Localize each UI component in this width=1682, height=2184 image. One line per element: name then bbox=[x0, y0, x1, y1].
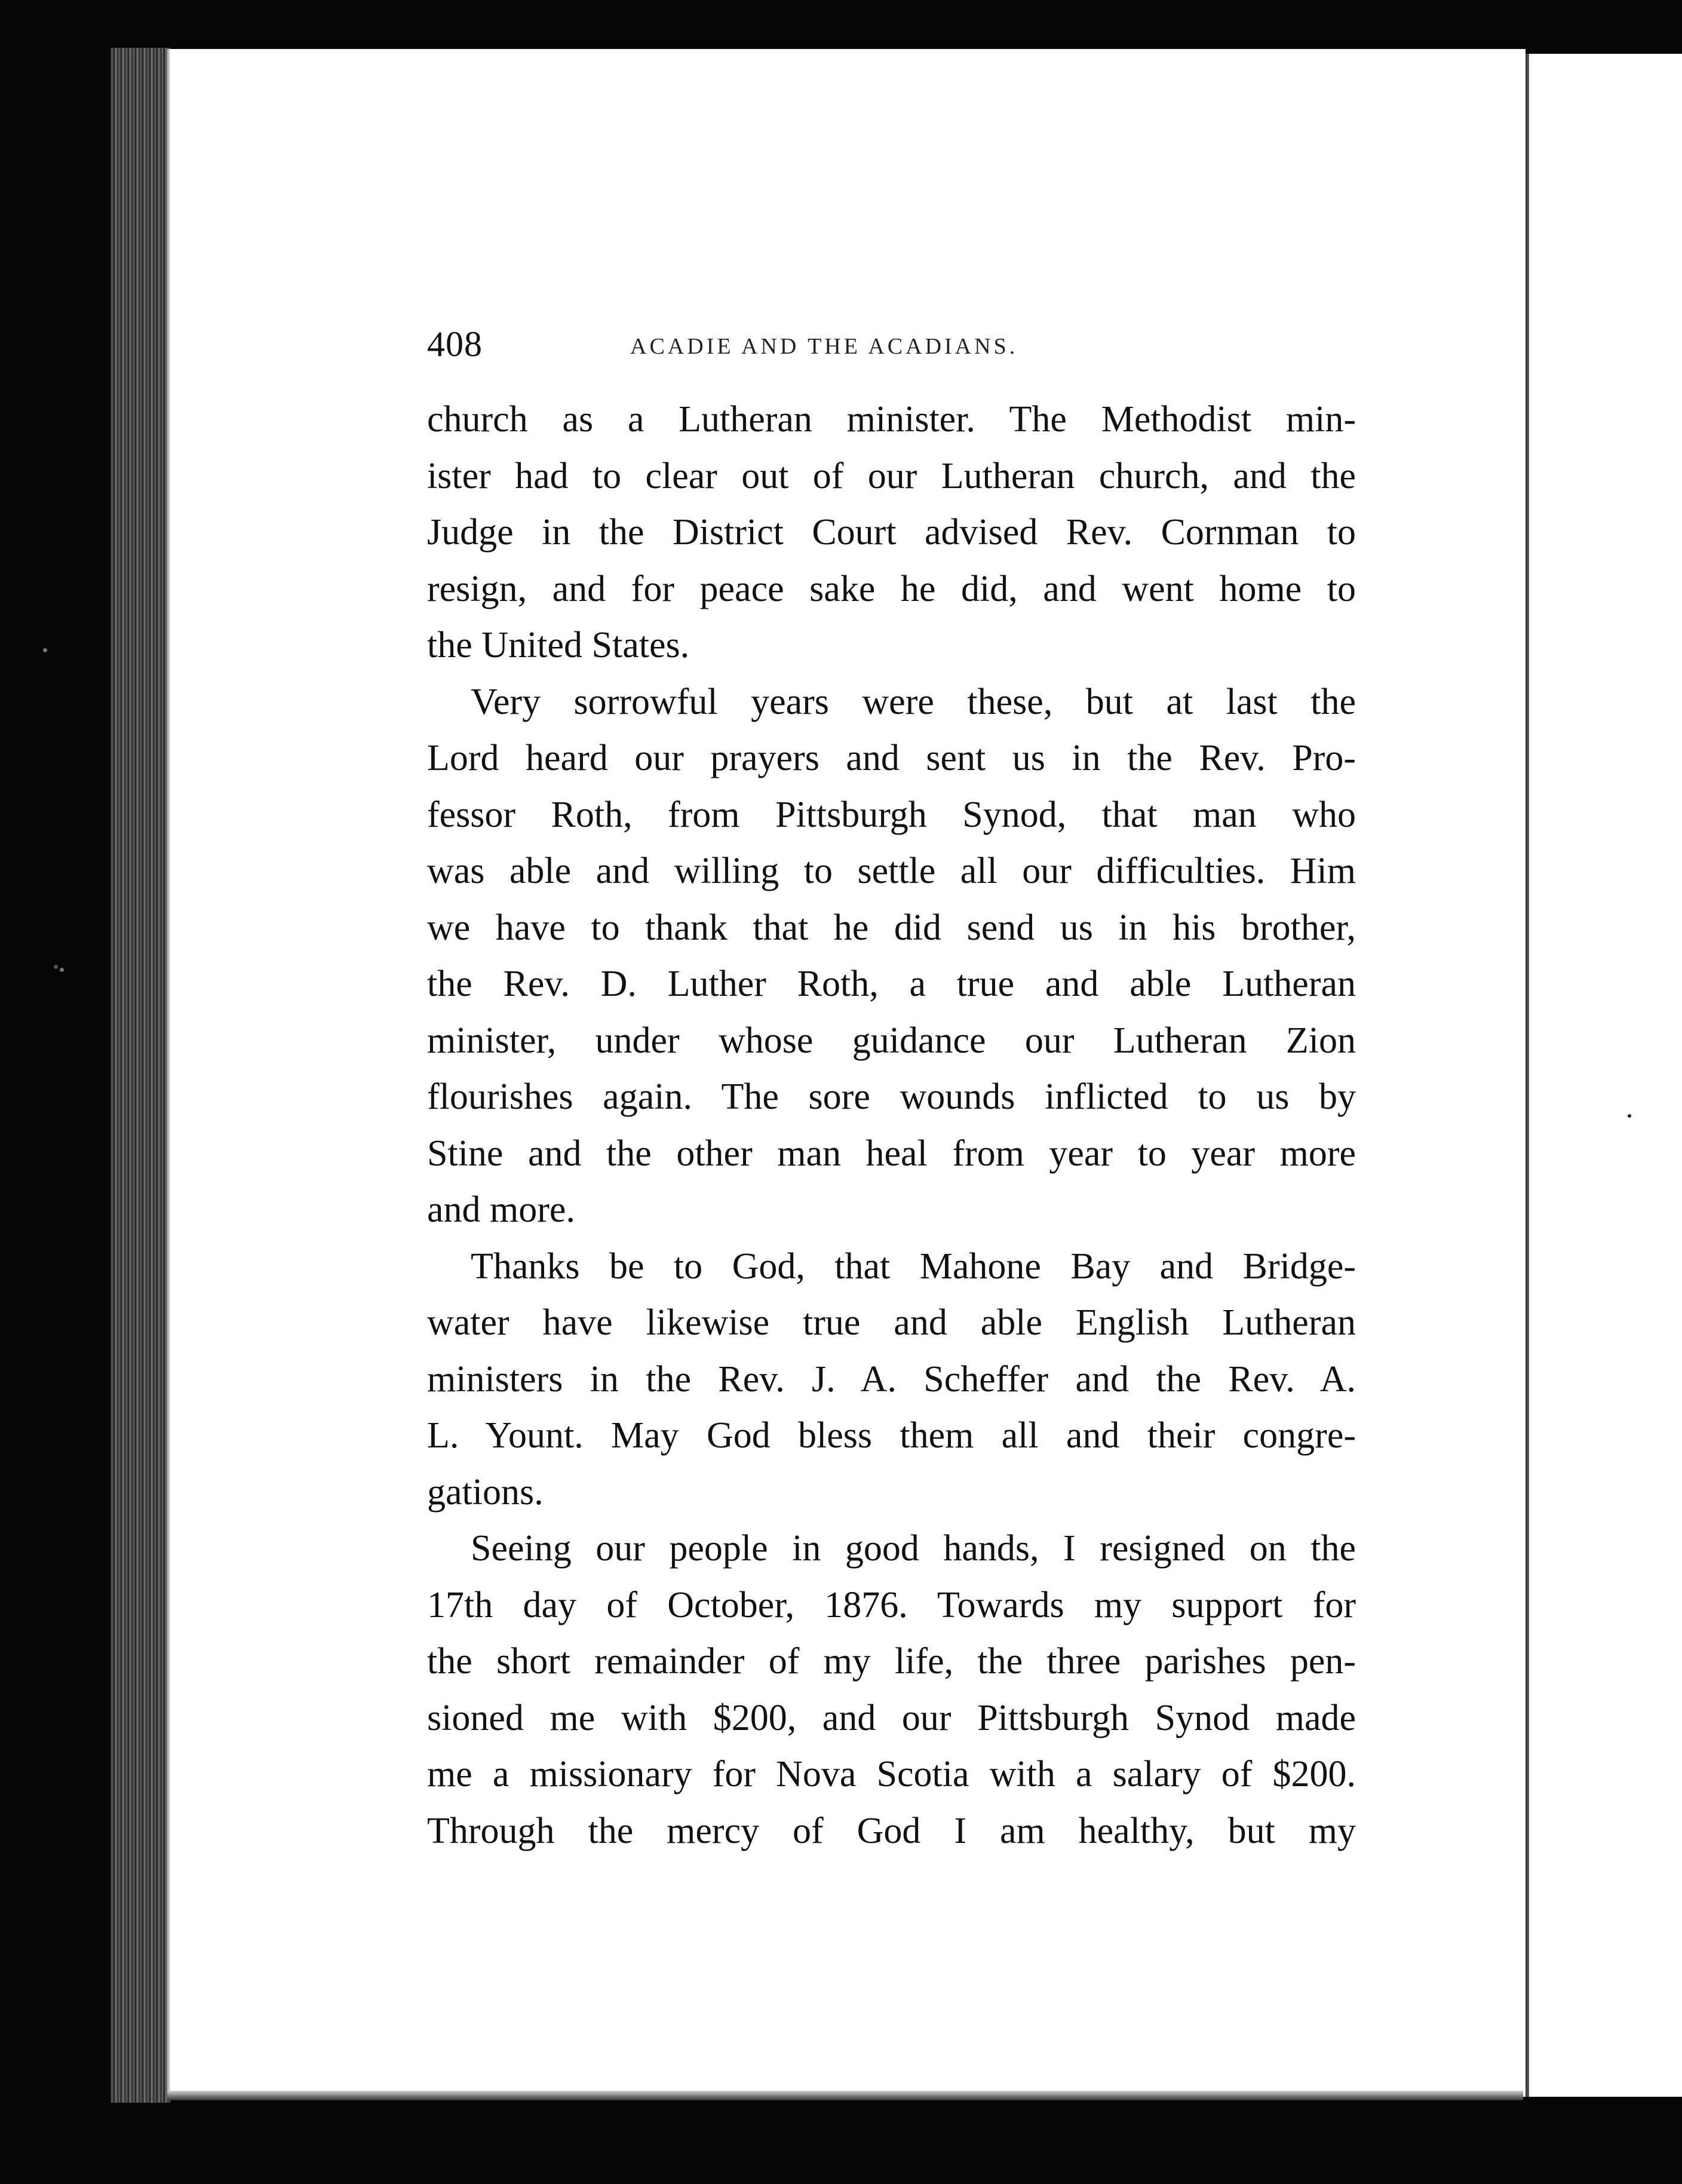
facing-page-speck bbox=[1628, 1114, 1631, 1118]
text-line: minister, under whose guidance our Lutheran Zion bbox=[427, 1020, 1356, 1061]
text-line: and more. bbox=[427, 1189, 575, 1230]
text-line: the Rev. D. Luther Roth, a true and able Lutheran bbox=[427, 964, 1356, 1004]
page-bottom-edge bbox=[167, 2091, 1523, 2100]
text-line: flourishes again. The sore wounds inflicted to us by bbox=[427, 1076, 1356, 1117]
text-line: ister had to clear out of our Lutheran church, and the bbox=[427, 455, 1356, 496]
text-line: church as a Lutheran minister. The Methodist min- bbox=[427, 399, 1356, 440]
text-line: fessor Roth, from Pittsburgh Synod, that man who bbox=[427, 794, 1356, 835]
margin-speck bbox=[60, 968, 64, 972]
text-line: ministers in the Rev. J. A. Scheffer and the Rev. A. bbox=[427, 1358, 1356, 1400]
text-line: was able and willing to settle all our difficulties. Him bbox=[427, 851, 1356, 891]
text-line: L. Yount. May God bless them all and their congre- bbox=[427, 1415, 1356, 1456]
text-line: Lord heard our prayers and sent us in the Rev. Pro- bbox=[427, 738, 1356, 778]
text-line: Seeing our people in good hands, I resigned on the bbox=[471, 1528, 1356, 1569]
text-line: water have likewise true and able English Lutheran bbox=[427, 1302, 1356, 1343]
page-number: 408 bbox=[427, 324, 483, 364]
text-line: 17th day of October, 1876. Towards my support for bbox=[427, 1584, 1356, 1625]
text-line: Through the mercy of God I am healthy, but my bbox=[427, 1810, 1356, 1851]
text-line: resign, and for peace sake he did, and went home to bbox=[427, 568, 1356, 609]
text-line: gations. bbox=[427, 1471, 544, 1513]
text-line: we have to thank that he did send us in his brother, bbox=[427, 907, 1356, 948]
margin-speck bbox=[43, 648, 47, 652]
facing-page bbox=[1529, 54, 1682, 2097]
text-line: the United States. bbox=[427, 625, 690, 665]
text-line: Stine and the other man heal from year to year more bbox=[427, 1133, 1356, 1174]
text-line: Very sorrowful years were these, but at last the bbox=[471, 681, 1356, 722]
body-text bbox=[427, 391, 1356, 1859]
margin-speck bbox=[54, 965, 58, 969]
page-edges bbox=[111, 48, 170, 2103]
running-title: ACADIE AND THE ACADIANS. bbox=[630, 334, 1018, 359]
text-line: me a missionary for Nova Scotia with a salary of $200. bbox=[427, 1754, 1356, 1795]
text-line: sioned me with $200, and our Pittsburgh Synod made bbox=[427, 1697, 1356, 1738]
text-line: Judge in the District Court advised Rev. Cornman to bbox=[427, 512, 1356, 553]
text-line: Thanks be to God, that Mahone Bay and Bridge- bbox=[471, 1246, 1356, 1287]
running-head bbox=[427, 324, 1359, 372]
text-line: the short remainder of my life, the three parishes pen- bbox=[427, 1641, 1356, 1682]
